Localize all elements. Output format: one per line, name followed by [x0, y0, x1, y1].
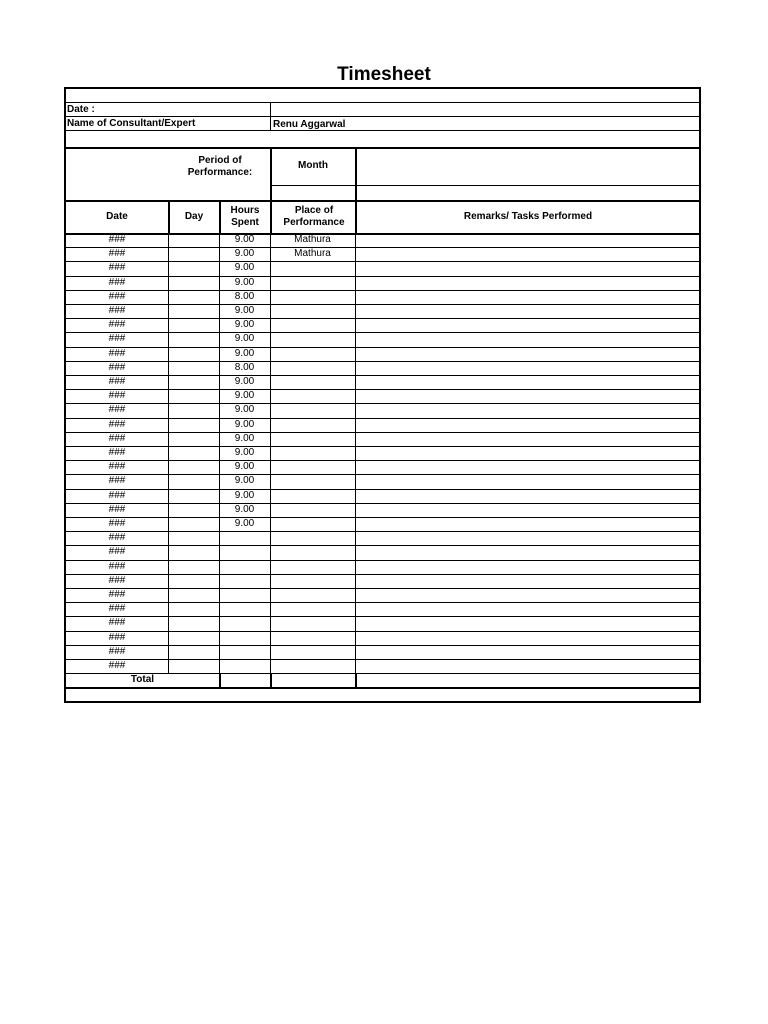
column-header-day: Day: [184, 211, 204, 222]
cell-date: ###: [108, 234, 126, 245]
cell-hours: 9.00: [234, 333, 255, 345]
cell-hours: 9.00: [234, 276, 255, 288]
cell-date: ###: [108, 461, 126, 473]
cell-date: ###: [108, 319, 126, 331]
cell-hours: 9.00: [234, 262, 255, 274]
cell-hours: 9.00: [234, 347, 255, 359]
cell-hours: 8.00: [234, 290, 255, 302]
row-divider: [271, 185, 699, 186]
cell-date: ###: [108, 418, 126, 430]
cell-hours: 9.00: [234, 390, 255, 402]
row-divider: [66, 116, 699, 117]
date-label: Date :: [67, 104, 95, 115]
column-divider: [270, 673, 272, 687]
cell-date: ###: [108, 376, 126, 387]
cell-hours: 9.00: [234, 432, 255, 444]
cell-hours: 9.00: [234, 461, 255, 473]
column-divider: [355, 673, 357, 687]
row-divider: [66, 200, 699, 202]
cell-date: ###: [108, 404, 126, 416]
cell-hours: 9.00: [234, 475, 255, 487]
column-header-place: Place of Performance: [283, 205, 345, 228]
column-divider: [355, 147, 357, 200]
column-divider: [219, 200, 221, 233]
cell-place: Mathura: [294, 248, 331, 260]
cell-hours: 8.00: [234, 361, 255, 373]
cell-date: ###: [108, 447, 126, 458]
cell-date: ###: [108, 546, 126, 558]
cell-hours: 9.00: [234, 518, 255, 529]
column-divider: [270, 233, 271, 673]
cell-date: ###: [108, 290, 126, 302]
cell-date: ###: [108, 603, 126, 615]
cell-date: ###: [108, 660, 126, 671]
cell-date: ###: [108, 475, 126, 487]
cell-date: ###: [108, 361, 126, 373]
cell-hours: 9.00: [234, 376, 255, 387]
period-label: Period of Performance:: [187, 155, 253, 178]
row-divider: [66, 102, 699, 103]
cell-date: ###: [108, 390, 126, 402]
cell-date: ###: [108, 518, 126, 529]
cell-hours: 9.00: [234, 404, 255, 416]
row-divider: [66, 130, 699, 131]
cell-date: ###: [108, 574, 126, 586]
column-divider: [219, 233, 220, 673]
timesheet-table: [64, 87, 701, 703]
cell-hours: 9.00: [234, 489, 255, 501]
column-divider: [270, 200, 272, 233]
column-divider: [270, 102, 271, 130]
cell-date: ###: [108, 248, 126, 260]
column-header-remarks: Remarks/ Tasks Performed: [463, 211, 593, 222]
cell-date: ###: [108, 489, 126, 501]
cell-date: ###: [108, 305, 126, 316]
consultant-label: Name of Consultant/Expert: [67, 118, 196, 129]
cell-hours: 9.00: [234, 447, 255, 458]
cell-hours: 9.00: [234, 319, 255, 331]
cell-date: ###: [108, 645, 126, 657]
cell-date: ###: [108, 589, 126, 600]
column-divider: [270, 147, 272, 200]
cell-hours: 9.00: [234, 503, 255, 515]
column-header-hours: Hours Spent: [230, 205, 260, 228]
consultant-value: Renu Aggarwal: [273, 119, 346, 130]
cell-date: ###: [108, 432, 126, 444]
cell-date: ###: [108, 617, 126, 629]
cell-date: ###: [108, 560, 126, 572]
column-header-date: Date: [106, 211, 128, 222]
cell-hours: 9.00: [234, 248, 255, 260]
cell-hours: 9.00: [234, 418, 255, 430]
page-title: Timesheet: [337, 64, 431, 85]
cell-hours: 9.00: [234, 305, 255, 316]
row-divider: [66, 147, 699, 149]
cell-date: ###: [108, 503, 126, 515]
cell-hours: 9.00: [234, 234, 255, 245]
column-divider: [355, 233, 356, 673]
cell-date: ###: [108, 631, 126, 643]
cell-date: ###: [108, 262, 126, 274]
month-label: Month: [298, 160, 328, 171]
cell-place: Mathura: [294, 234, 331, 245]
cell-date: ###: [108, 333, 126, 345]
column-divider: [219, 673, 221, 687]
row-divider: [66, 687, 699, 689]
total-label: Total: [130, 674, 155, 686]
cell-date: ###: [108, 276, 126, 288]
cell-date: ###: [108, 532, 126, 544]
column-divider: [168, 233, 169, 673]
cell-date: ###: [108, 347, 126, 359]
